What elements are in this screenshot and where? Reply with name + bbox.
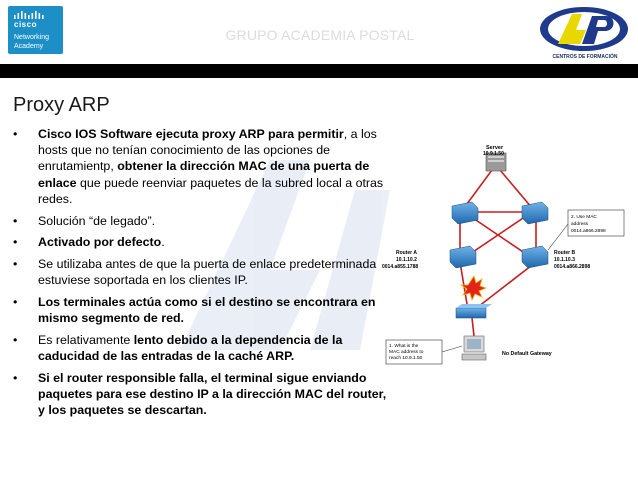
cisco-logo-line2: Academy (14, 43, 44, 50)
switch-top-left-icon (452, 202, 478, 224)
router-a-icon (450, 246, 476, 268)
bullet-text: Solución “de legado”. (38, 213, 156, 228)
cisco-brand-text: cisco (14, 20, 37, 29)
bullet-dot: • (13, 127, 18, 141)
callout-1-line-1: 1. What is the (389, 344, 419, 349)
bullet-text: . (161, 235, 165, 250)
proxy-arp-diagram (382, 145, 634, 380)
router-b-ip: 10.1.10.3 (554, 257, 575, 263)
bullet-text: Se utilizaba antes de que la puerta de enlace predeterminada estuviese soportada en los clientes IP. (38, 256, 377, 288)
cisco-bars-icon (14, 11, 54, 19)
bullet-text: Activado por defecto (38, 235, 162, 250)
router-b-name: Router B (554, 250, 576, 256)
router-b-mac: 0014.a866.2898 (554, 264, 591, 270)
bullet-text: obtener la dirección MAC de una puerta de enlace (38, 159, 370, 190)
bullet-item (11, 256, 391, 288)
header-bar (0, 64, 638, 78)
bullet-text: lento debido a la dependencia de la caducidad de las entradas de la caché ARP. (38, 332, 343, 363)
server-name: Server (486, 145, 504, 151)
bullet-item (11, 234, 391, 250)
bullet-item (11, 294, 391, 326)
slide-title: Proxy ARP (13, 94, 110, 116)
server-ip: 10.9.1.50 (483, 151, 504, 157)
centros-de-formacion-logo (536, 4, 632, 60)
bullet-text: Los terminales actúa como si el destino se encontrara en mismo segmento de red. (38, 294, 376, 326)
bullet-item (11, 370, 391, 419)
router-a-mac: 0014.a855.1788 (382, 264, 419, 270)
host-pc-icon (462, 336, 486, 360)
callout-1-line-2: MAC address to (389, 350, 424, 355)
header-title: GRUPO ACADEMIA POSTAL (225, 27, 415, 43)
bullet-dot: • (13, 256, 18, 271)
centros-logo-caption: CENTROS DE FORMACIÓN (552, 54, 618, 60)
router-b-icon (522, 246, 548, 268)
callout-1-line-3: reach 10.9.1.50 (389, 356, 423, 361)
bullet-dot: • (13, 235, 18, 250)
bullet-item (11, 213, 391, 229)
bullet-text: Si el router responsible falla, el terminal sigue enviando paquetes para ese destino IP a la dirección MAC del router, y los paquetes se descartan. (38, 370, 387, 418)
cisco-logo-line1: Networking (14, 34, 50, 41)
bullet-item (11, 126, 391, 207)
bullet-text: , a los hosts que no tenían conocimiento de las opciones de enrutamientp, (38, 127, 377, 174)
host-link (472, 318, 474, 336)
callout-1 (386, 340, 462, 364)
host-label: No Default Gateway (502, 351, 552, 357)
callout-2-line-3: 0014.a866.2898 (571, 229, 606, 234)
router-a-ip: 10.1.10.2 (396, 257, 417, 263)
cisco-networking-academy-logo (8, 6, 63, 54)
bullet-dot: • (13, 332, 18, 347)
callout-2 (548, 210, 624, 250)
bullet-dot: • (13, 294, 18, 309)
bullet-text: que puede reenviar paquetes de la subred local a otras redes. (38, 175, 384, 206)
bullet-item (11, 332, 391, 364)
callout-2-line-2: address (571, 222, 589, 227)
callout-2-line-1: 2. Use MAC (571, 215, 597, 220)
switch-top-right-icon (522, 202, 548, 224)
router-a-name: Router A (396, 250, 417, 256)
bullet-text: Cisco IOS Software ejecuta proxy ARP para permitir (38, 127, 344, 141)
bullet-list (11, 126, 391, 424)
bullet-dot: • (13, 213, 18, 228)
bullet-text: Es relativamente (38, 332, 134, 347)
bullet-dot: • (13, 370, 18, 385)
access-switch-icon (456, 304, 492, 318)
